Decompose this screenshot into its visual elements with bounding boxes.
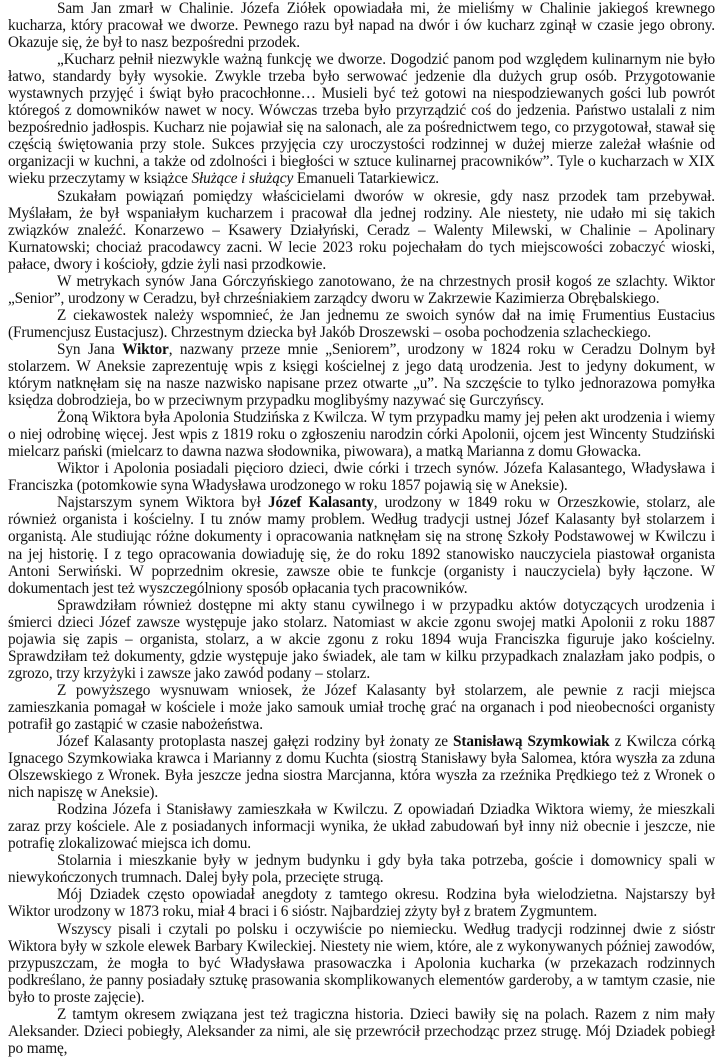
paragraph-6 xyxy=(8,341,715,409)
paragraph-text: Wszyscy pisali i czytali po polsku i oczywiście po niemiecku. Według tradycji rodzinnej dwie z sióstr Wiktora były w szkole elewek Barbary Kwileckiej. Niestety nie wiem, które, ale z wykonywanych później zawodów, przypuszczam, że mogła to być Władysława prasowaczka i Apolonia kucharka (w przekazach rodzinnych podkreślano, że panny posiadały sztukę prasowania skomplikowanych elementów garderoby, a w tamtym czasie, nie było to proste zajęcie). xyxy=(8,920,715,1006)
paragraph-17 xyxy=(8,1006,715,1057)
paragraph-text: , nazwany przeze mnie „Seniorem”, urodzony w 1824 roku w Ceradzu Dolnym był stolarzem. W Aneksie zaprezentuję wpis z księgi kościelnej z jego datą urodzenia. Jest to jedyny dokument, w którym natknęłam się na nasze nazwisko napisane przez otwarte „u”. Na szczęście to tylko jednorazowa pomyłka księdza dobrodzieja, bo w przeciwnym przypadku moglibyśmy nazywać się Gurczyńscy. xyxy=(8,340,715,410)
paragraph-text: Sprawdziłam również dostępne mi akty stanu cywilnego i w przypadku aktów dotyczących urodzenia i śmierci dzieci Józef zawsze występuje jako stolarz. Natomiast w akcie zgonu swojej matki Apolonii z roku 1887 pojawia się zapis – organista, stolarz, a w akcie zgonu z roku 1894 wuja Franciszka figuruje jako kościelny. Sprawdziłam też dokumenty, gdzie występuje jako świadek, ale tam w kilku przypadkach znalazłam jako podpis, o zgrozo, trzy krzyżyki i zawsze jako zawód podany – stolarz. xyxy=(8,596,715,682)
paragraph-text: Z tamtym okresem związana jest też tragiczna historia. Dzieci bawiły się na polach. Razem z nim mały Aleksander. Dzieci pobiegły, Aleksander za nimi, ale się przewrócił przechodząc przez strugę. Mój Dziadek pobiegł po mamę, xyxy=(8,1005,715,1057)
paragraph-text: Z ciekawostek należy wspomnieć, że Jan jednemu ze swoich synów dał na imię Frumentius Eustacius (Frumencjusz Eustacjusz). Chrzestnym dziecka był Jakób Droszewski – osoba pochodzenia szlacheckiego. xyxy=(8,306,715,341)
paragraph-15 xyxy=(8,886,715,920)
paragraph-3 xyxy=(8,188,715,273)
paragraph-2-quote xyxy=(8,51,715,187)
paragraph-text: Stolarnia i mieszkanie były w jednym budynku i gdy była taka potrzeba, goście i domownicy spali w niewykończonych trumnach. Dalej były pola, przecięte strugą. xyxy=(8,852,715,887)
paragraph-text: z Kwilcza córką Ignacego Szymkowiaka krawca i Marianny z domu Kuchta (siostrą Stanisławy była Salomea, która wyszła za zduna Olszewskiego z Wronek. Była jeszcze jedna siostra Marcjanna, która wyszła za rzeźnika Prędkiego też z Wronek o nich napiszę w Aneksie). xyxy=(8,733,716,802)
paragraph-9 xyxy=(8,494,715,596)
paragraph-text: , urodzony w 1849 roku w Orzeszkowie, stolarz, ale również organista i kościelny. I tu znów mamy problem. Według tradycji ustnej Józef Kalasanty był stolarzem i organistą. Ale studiując różne dokumenty i opracowania natknęłam się na stronę Szkoły Podstawowej w Kwilczu i na jej historię. I z tego opracowania dowiaduję się, że do roku 1892 stanowisko nauczyciela piastował organista Antoni Serwiński. W poprzednim okresie, zawsze obie te funkcje (organisty i nauczyciela) były łączone. W dokumentach jest też wyszczególniony sposób opłacania tych pracowników. xyxy=(8,494,715,597)
paragraph-text: Rodzina Józefa i Stanisławy zamieszkała w Kwilczu. Z opowiadań Dziadka Wiktora wiemy, że mieszkali zaraz przy kościele. Ale z posiadanych informacji wynika, że układ zabudowań był inny niż obecnie i jeszcze, nie potrafię zlokalizować miejsca ich domu. xyxy=(8,801,715,853)
paragraph-text: Szukałam powiązań pomiędzy właścicielami dworów w okresie, gdy nasz przodek tam przebywał. Myślałam, że był wspaniałym kucharzem i pracował dla jednej rodziny. Ale niestety, nie udało mi się takich związków znaleźć. Konarzewo – Ksawery Działyński, Ceradz – Walenty Milewski, w Chalinie – Apolinary Kurnatowski; chociaż pracodawcy zacni. W lecie 2023 roku pojechałam do tych miejscowości zobaczyć wioski, pałace, dwory i kościoły, gdzie żyli nasi przodkowie. xyxy=(8,187,715,273)
paragraph-4 xyxy=(8,273,715,307)
paragraph-text: „Kucharz pełnił niezwykle ważną funkcję we dworze. Dogodzić panom pod względem kulinarnym nie było łatwo, standardy były wysokie. Zwykle trzeba było serwować jedzenie dla dużych grup osób. Przygotowanie wystawnych przyjęć i świąt było pracochłonne… Musieli być też gotowi na niespodziewanych gości lub powrót któregoś z domowników nawet w nocy. Wówczas trzeba było przyrządzić coś do jedzenia. Państwo ustalali z nim bezpośrednio jadłospis. Kucharz nie pojawiał się na salonach, ale za pośrednictwem tego, co przygotował, stawał się częścią świętowania przy stole. Sukces przyjęcia czy uroczystości rodzinnej w dużej mierze zależał właśnie od organizacji w kuchni, a także od zdolności i biegłości w sztuce kulinarnej pracowników”. Tyle o kucharzach w XIX wieku przeczytamy w książce xyxy=(8,51,715,188)
paragraph-text: Syn Jana xyxy=(57,340,123,358)
paragraph-11 xyxy=(8,682,715,733)
paragraph-10 xyxy=(8,597,715,682)
person-name-bold: Józef Kalasanty xyxy=(267,494,374,512)
paragraph-1 xyxy=(8,0,715,51)
paragraph-12 xyxy=(8,733,715,801)
book-title: Służące i służący xyxy=(191,170,294,188)
paragraph-text: Najstarszym synem Wiktora był xyxy=(57,494,268,512)
paragraph-5 xyxy=(8,307,715,341)
paragraph-text: Józef Kalasanty protoplasta naszej gałęzi rodziny był żonaty ze xyxy=(57,733,454,751)
paragraph-16 xyxy=(8,921,715,1006)
person-name-bold: Stanisławą Szymkowiak xyxy=(453,733,610,751)
paragraph-8 xyxy=(8,460,715,494)
paragraph-text: W metrykach synów Jana Górczyńskiego zanotowano, że na chrzestnych prosił kogoś ze szlachty. Wiktor „Senior”, urodzony w Ceradzu, był chrześniakiem zarządcy dworu w Zakrzewie Kazimierza Obrębalskiego. xyxy=(8,272,715,307)
paragraph-13 xyxy=(8,801,715,852)
person-name-bold: Wiktor xyxy=(122,340,169,358)
paragraph-14 xyxy=(8,852,715,886)
paragraph-text: Sam Jan zmarł w Chalinie. Józefa Ziółek opowiadała mi, że mieliśmy w Chalinie jakiegoś krewnego kucharza, który pracował we dworze. Pewnego razu był napad na dwór i ów kucharz zginął w czasie jego obrony. Okazuje się, że był to nasz bezpośredni przodek. xyxy=(8,0,715,52)
paragraph-text: Wiktor i Apolonia posiadali pięcioro dzieci, dwie córki i trzech synów. Józefa Kalasantego, Władysława i Franciszka (potomkowie syna Władysława urodzonego w roku 1857 pojawią się w Aneksie). xyxy=(8,460,715,495)
paragraph-7 xyxy=(8,409,715,460)
paragraph-text: Żoną Wiktora była Apolonia Studzińska z Kwilcza. W tym przypadku mamy jej pełen akt urodzenia i wiemy o niej odrobinę więcej. Jest wpis z 1819 roku o zgłoszeniu narodzin córki Apolonii, ojcem jest Wincenty Studziński mielcarz pański (mielcarz to dawna nazwa słodownika, piwowara), a matką Marianna z domu Głowacka. xyxy=(8,409,715,461)
paragraph-text: Emanueli Tatarkiewicz. xyxy=(293,170,439,188)
paragraph-text: Z powyższego wysnuwam wniosek, że Józef Kalasanty był stolarzem, ale pewnie z racji miejsca zamieszkania pomagał w kościele i może jako samouk umiał trochę grać na organach i pod nieobecności organisty potrafił go zastąpić w czasie nabożeństwa. xyxy=(8,681,715,733)
paragraph-text: Mój Dziadek często opowiadał anegdoty z tamtego okresu. Rodzina była wielodzietna. Najstarszy był Wiktor urodzony w 1873 roku, miał 4 braci i 6 sióstr. Najbardziej zżyty był z bratem Zygmuntem. xyxy=(8,886,715,921)
